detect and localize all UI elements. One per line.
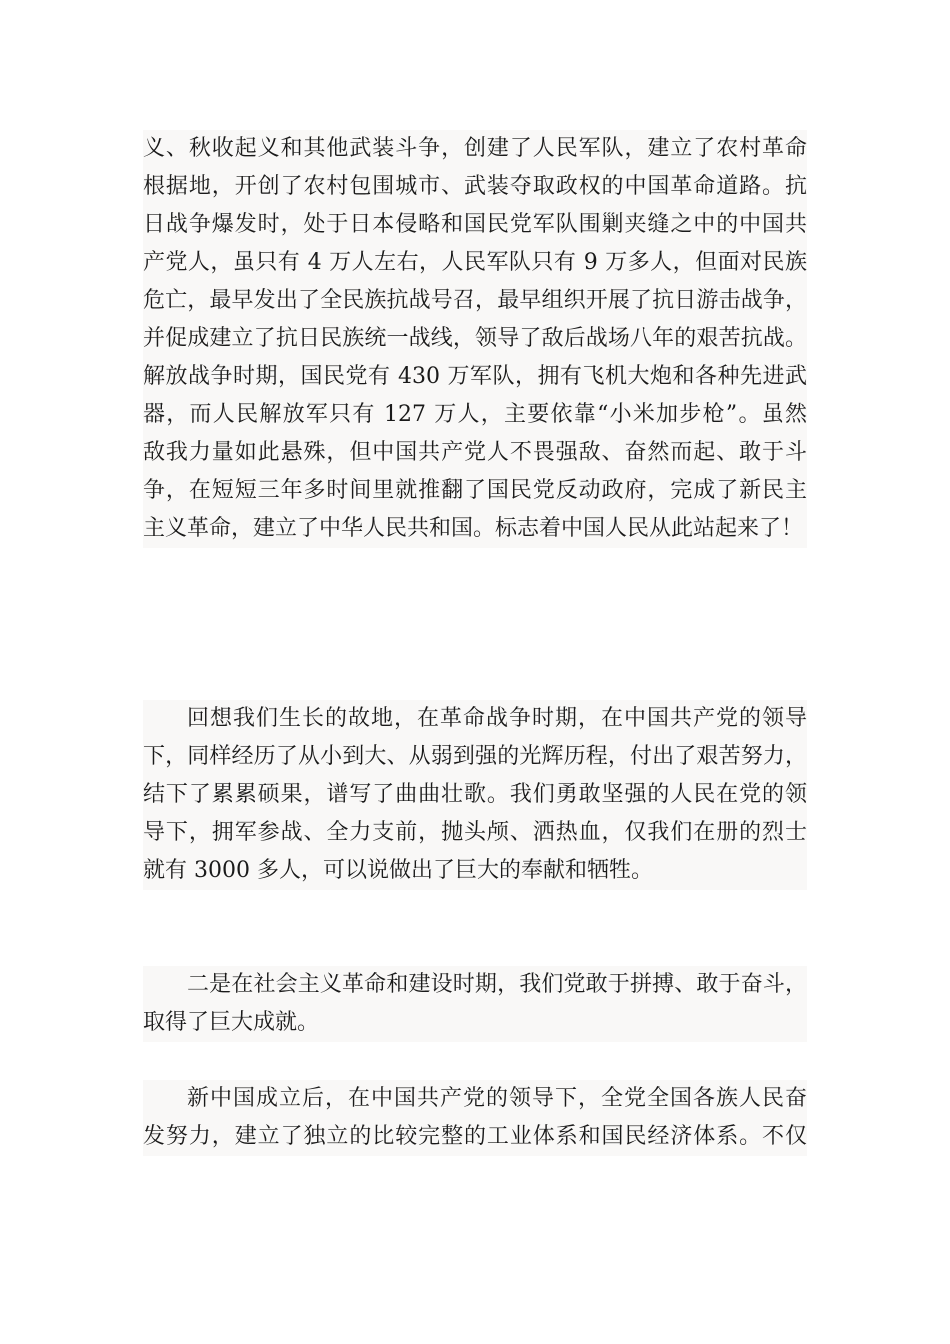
text-line: 主义革命，建立了中华人民共和国。标志着中国人民从此站起来了！ — [143, 516, 804, 541]
paragraph-hometown-history — [143, 700, 807, 890]
text-line: 就有 3000 多人，可以说做出了巨大的奉献和牺牲。 — [143, 858, 653, 883]
text-line: 取得了巨大成就。 — [143, 1010, 320, 1035]
text-line: 产党人，虽只有 4 万人左右，人民军队只有 9 万多人，但面对民族 — [143, 250, 807, 275]
text-line: 敌我力量如此悬殊，但中国共产党人不畏强敌、奋然而起、敢于斗 — [143, 440, 807, 465]
text-line: 导下，拥军参战、全力支前，抛头颅、洒热血，仅我们在册的烈士 — [143, 820, 807, 845]
paragraph-revolution-history — [143, 130, 807, 548]
text-line: 回想我们生长的故地，在革命战争时期，在中国共产党的领导 — [187, 706, 807, 731]
text-line: 根据地，开创了农村包围城市、武装夺取政权的中国革命道路。抗 — [143, 174, 807, 199]
text-line: 义、秋收起义和其他武装斗争，创建了人民军队，建立了农村革命 — [143, 136, 807, 161]
text-line: 解放战争时期，国民党有 430 万军队，拥有飞机大炮和各种先进武 — [143, 364, 807, 389]
paragraph-socialist-period — [143, 966, 807, 1042]
paragraph-new-china — [143, 1080, 807, 1156]
text-line: 下，同样经历了从小到大、从弱到强的光辉历程，付出了艰苦努力， — [143, 744, 807, 769]
text-line: 争，在短短三年多时间里就推翻了国民党反动政府，完成了新民主 — [143, 478, 807, 503]
text-line: 二是在社会主义革命和建设时期，我们党敢于拼搏、敢于奋斗， — [187, 972, 807, 997]
text-line: 日战争爆发时，处于日本侵略和国民党军队围剿夹缝之中的中国共 — [143, 212, 807, 237]
text-line: 器，而人民解放军只有 127 万人，主要依靠“小米加步枪”。虽然 — [143, 402, 807, 427]
text-line: 危亡，最早发出了全民族抗战号召，最早组织开展了抗日游击战争， — [143, 288, 807, 313]
text-line: 并促成建立了抗日民族统一战线，领导了敌后战场八年的艰苦抗战。 — [143, 326, 807, 351]
text-line: 结下了累累硕果，谱写了曲曲壮歌。我们勇敢坚强的人民在党的领 — [143, 782, 807, 807]
text-line: 发努力，建立了独立的比较完整的工业体系和国民经济体系。不仅 — [143, 1124, 807, 1149]
text-line: 新中国成立后，在中国共产党的领导下，全党全国各族人民奋 — [187, 1086, 807, 1111]
